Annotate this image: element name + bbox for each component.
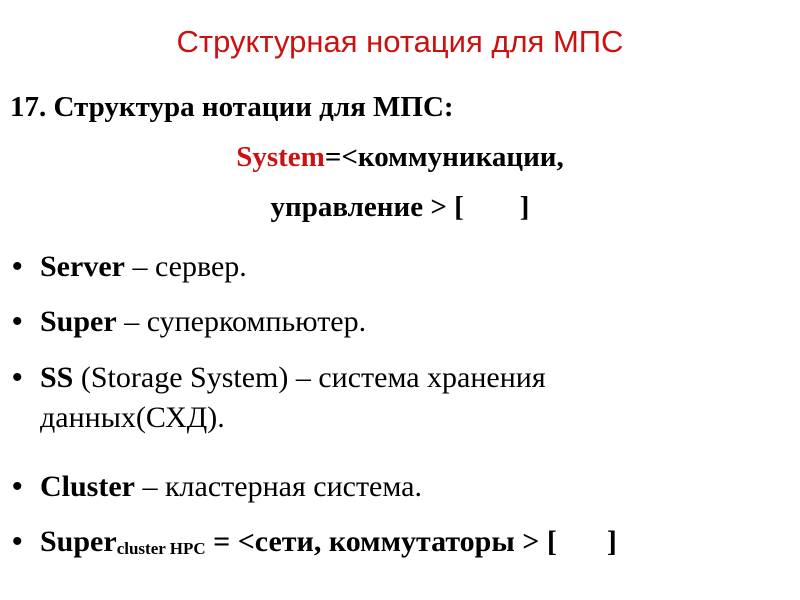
formula-line-2-text: управление > [ xyxy=(270,191,464,223)
definition-super: – суперкомпьютер. xyxy=(116,305,367,338)
system-formula-line-1 xyxy=(0,140,800,174)
bullet-marker: • xyxy=(12,470,23,503)
section-heading: 17. Структура нотации для МПС: xyxy=(10,91,454,123)
definition-cluster: – кластерная система. xyxy=(134,470,422,503)
definition-ss: (Storage System) – система хранения xyxy=(73,361,546,394)
term-super: Super xyxy=(40,305,117,338)
list-item-super xyxy=(12,302,782,342)
formula-bracket-close: ] xyxy=(519,191,530,223)
list-item-cluster xyxy=(12,467,782,507)
bullet-marker: • xyxy=(12,525,23,558)
slide-title: Структурная нотация для МПС xyxy=(176,24,624,59)
system-word: System xyxy=(236,141,325,173)
list-item-super-cluster xyxy=(12,522,782,569)
definition-ss-continuation: данных(СХД). xyxy=(40,401,225,434)
formula-line-1-rest: =<коммуникации, xyxy=(324,141,564,173)
bullet-marker: • xyxy=(12,305,23,338)
bullet-marker: • xyxy=(12,250,23,283)
term-subscript: cluster HPC xyxy=(116,539,206,558)
list-item-ss xyxy=(12,358,782,438)
term-super-cluster: Super xyxy=(40,525,117,558)
definition-super-cluster: = <сети, коммутаторы > [ xyxy=(205,525,557,558)
bullet-marker: • xyxy=(12,361,23,394)
term-cluster: Cluster xyxy=(40,470,135,503)
system-formula-line-2 xyxy=(0,190,800,224)
list-item-server xyxy=(12,247,782,287)
term-ss: SS xyxy=(40,361,74,394)
definition-bracket-close: ] xyxy=(606,525,617,558)
definition-server: – сервер. xyxy=(124,250,247,283)
term-server: Server xyxy=(40,250,125,283)
